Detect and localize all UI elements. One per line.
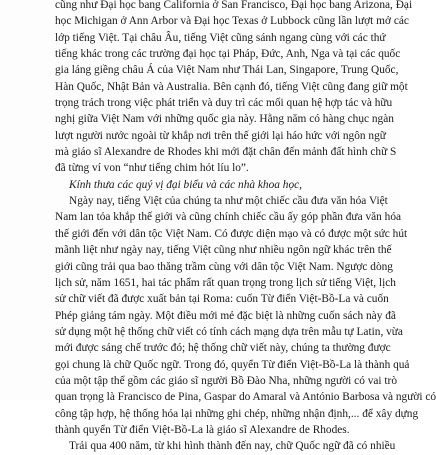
- text-line-28: Trải qua 400 năm, từ khi hình thành đến nay, chữ Quốc ngữ đã có nhiều: [69, 440, 396, 453]
- text-line-10: mà giáo sĩ Alexandre de Rhodes khi mới đặt chân đến mảnh đất hình chữ S: [55, 146, 397, 159]
- text-line-18: lịch sử, năm 1651, hai tác phẩm rất quan trọng trong lịch sử tiếng Việt, lịch: [55, 276, 396, 289]
- text-line-23: gọi chung là chữ Quốc ngữ. Trong đó, quyển Từ điển Việt-Bồ-La là thành quả: [55, 358, 410, 371]
- text-line-2: học Michigan ở Ann Arbor và Đại học Texas ở Lubbock cũng lần lượt mở các: [55, 15, 409, 28]
- text-line-17: giới cũng trải qua bao thăng trầm cùng với dân tộc Việt Nam. Ngược dòng: [55, 260, 393, 273]
- text-line-6: Hàn Quốc, Nhật Bản và Australia. Bên cạnh đó, tiếng Việt cũng đang giữ một: [55, 80, 408, 93]
- text-line-22: mới được sáng chế trước đó; hệ thống chữ viết này, chúng ta thường được: [55, 342, 391, 355]
- text-line-5: gia láng giềng châu Á của Việt Nam như Thái Lan, Singapore, Trung Quốc,: [55, 64, 399, 77]
- text-line-9: lượt người nước ngoài từ khắp nơi trên thế giới lại háo hức với ngôn ngữ: [55, 129, 386, 142]
- text-line-7: trọng trách trong việc phát triển và duy trì các mối quan hệ hợp tác và hữu: [55, 97, 393, 110]
- text-line-11: đã từng ví von “như tiếng chim hót líu lo”.: [55, 162, 249, 175]
- salutation-line: Kính thưa các quý vị đại biểu và các nhà khoa học,: [69, 178, 303, 191]
- text-line-27: thành quyển Từ điển Việt-Bồ-La là giáo sĩ Alexandre de Rhodes.: [55, 423, 350, 436]
- text-line-21: sử dụng một hệ thống chữ viết có tính cách mạng dựa trên mẫu tự Latin, vừa: [55, 325, 403, 338]
- text-line-8: nghị giữa Việt Nam với những quốc gia này. Hằng năm có hàng chục ngàn: [55, 113, 394, 126]
- body-text: [55, 0, 436, 455]
- text-line-26: công tập hợp, hệ thống hóa lại những ghi chép, những nhận định,... để xây dựng: [55, 407, 419, 420]
- text-line-4: tiếng khác trong các trường đại học tại Pháp, Đức, Anh, Nga và tại các quốc: [55, 48, 401, 61]
- text-line-19: sử chữ viết đã được xuất bản tại Roma: cuốn Từ điển Việt-Bồ-La và cuốn: [55, 293, 389, 306]
- text-line-14: Nam lan tỏa khắp thế giới và cũng chính chiếc cầu ấy góp phần đưa văn hóa: [55, 211, 402, 224]
- text-line-13: Ngày nay, tiếng Việt của chúng ta như một chiếc cầu đưa văn hóa Việt: [69, 195, 388, 208]
- text-line-25: quan trọng là Francisco de Pina, Gaspar do Amaral và António Barbosa và người có: [55, 391, 436, 404]
- text-line-16: mãnh liệt như ngày nay, tiếng Việt cũng như nhiều ngôn ngữ khác trên thế: [55, 244, 392, 257]
- text-line-1: cũng như Đại học bang California ở San Francisco, Đại học bang Arizona, Đại: [55, 0, 413, 11]
- text-line-20: Phép giảng tám ngày. Một điều mới mẻ đặc biệt là những cuốn sách này đã: [55, 309, 396, 322]
- text-line-15: thế giới đến với dân tộc Việt Nam. Có được diện mạo và có được một sức hút: [55, 227, 408, 240]
- text-line-3: lớp tiếng Việt. Tại châu Âu, tiếng Việt cũng sánh ngang cùng với các thứ: [55, 31, 386, 44]
- text-line-24: của một tập thể gồm các giáo sĩ người Bồ Đào Nha, những người có vai trò: [55, 374, 398, 387]
